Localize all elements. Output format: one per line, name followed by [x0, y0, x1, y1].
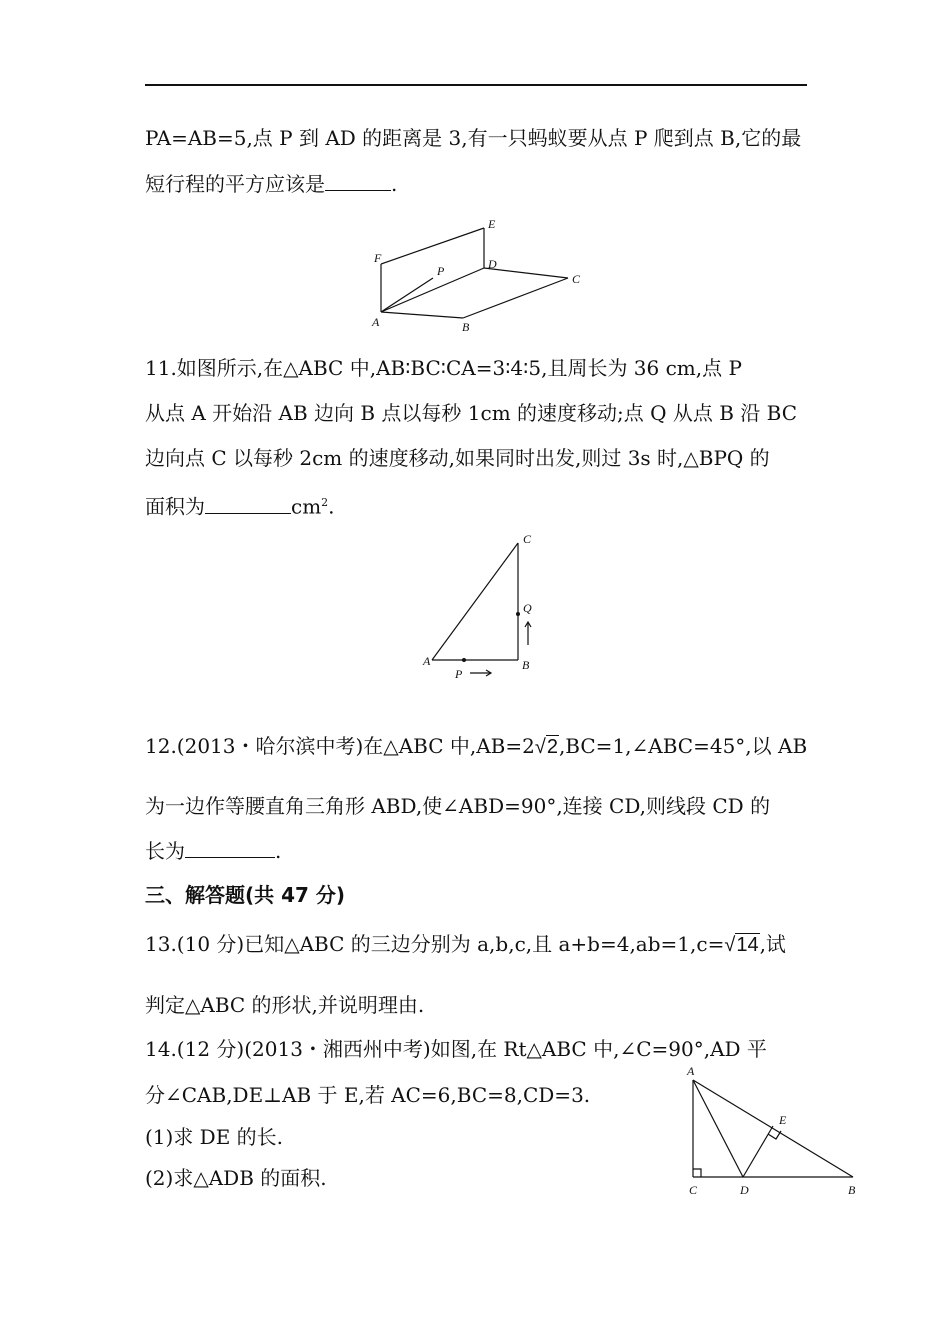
- q14-figure: [680, 1060, 865, 1200]
- sqrt-14: √14: [724, 934, 759, 956]
- q12-line-3: [145, 838, 281, 864]
- q11-line-4: [145, 490, 335, 520]
- q13-line-2: 判定△ABC 的形状,并说明理由.: [145, 993, 425, 1017]
- q11-line-2: 从点 A 开始沿 AB 边向 B 点以每秒 1cm 的速度移动;点 Q 从点 B 沿 BC: [145, 401, 798, 425]
- section-heading: 三、解答题(共 47 分): [145, 883, 346, 907]
- label-b: B: [462, 320, 470, 334]
- label-d: D: [488, 257, 497, 271]
- q11-figure: [420, 530, 550, 680]
- q13-text-a: 13.(10 分)已知△ABC 的三边分别为 a,b,c,且 a+b=4,ab=1,c=: [145, 932, 725, 956]
- label-d: D: [740, 1183, 749, 1197]
- q13-line-1: [145, 931, 786, 958]
- q10-prompt: 短行程的平方应该是: [145, 172, 325, 196]
- q14-part-2: (2)求△ADB 的面积.: [145, 1166, 327, 1190]
- q14-line-2: 分∠CAB,DE⊥AB 于 E,若 AC=6,BC=8,CD=3.: [145, 1083, 591, 1107]
- label-c: C: [689, 1183, 698, 1197]
- segment-ap: [381, 278, 433, 312]
- sqrt-2: √2: [534, 736, 558, 758]
- q12-line-1: [145, 733, 807, 760]
- q11-line-1: 11.如图所示,在△ABC 中,AB∶BC∶CA=3∶4∶5,且周长为 36 cm,点 P: [145, 356, 742, 380]
- q10-line-2: [145, 171, 397, 197]
- edge-ad: [381, 268, 484, 312]
- label-c: C: [523, 532, 532, 546]
- q12-period: .: [275, 839, 282, 863]
- q11-prompt: 面积为: [145, 494, 205, 519]
- label-e: E: [779, 1113, 787, 1127]
- label-p: P: [437, 264, 445, 278]
- answer-blank-q12[interactable]: [185, 839, 275, 858]
- q10-period: .: [391, 172, 398, 196]
- q14-line-1: 14.(12 分)(2013・湘西州中考)如图,在 Rt△ABC 中,∠C=90°,AD 平: [145, 1037, 767, 1061]
- point-p: [462, 658, 466, 662]
- answer-blank-q11[interactable]: [205, 495, 291, 514]
- label-a: A: [372, 315, 380, 329]
- right-angle-c: [693, 1169, 701, 1177]
- answer-blank-q10[interactable]: [325, 172, 391, 191]
- label-e: E: [488, 217, 496, 231]
- q11-line-3: 边向点 C 以每秒 2cm 的速度移动,如果同时出发,则过 3s 时,△BPQ 的: [145, 446, 770, 470]
- edge-fe: [381, 228, 484, 264]
- label-a: A: [423, 654, 431, 668]
- q12-prompt: 长为: [145, 839, 185, 863]
- side-ca: [432, 543, 518, 660]
- q10-figure: [360, 215, 600, 340]
- label-q: Q: [523, 601, 532, 615]
- q12-text-a: 12.(2013・哈尔滨中考)在△ABC 中,AB=2: [145, 734, 535, 758]
- label-b: B: [848, 1183, 856, 1197]
- sqrt-14-radicand: 14: [736, 934, 759, 956]
- q12-text-b: ,BC=1,∠ABC=45°,以 AB: [558, 734, 808, 758]
- point-q: [516, 612, 520, 616]
- label-b: B: [522, 658, 530, 672]
- edge-bc: [463, 278, 568, 318]
- label-a: A: [687, 1064, 695, 1078]
- label-f: F: [374, 251, 382, 265]
- side-ab: [693, 1080, 853, 1177]
- q11-unit-exponent: 2: [321, 496, 329, 509]
- q11-unit: cm: [291, 494, 322, 519]
- q13-text-b: ,试: [759, 932, 786, 956]
- q14-part-1: (1)求 DE 的长.: [145, 1125, 284, 1149]
- q12-line-2: 为一边作等腰直角三角形 ABD,使∠ABD=90°,连接 CD,则线段 CD 的: [145, 794, 771, 818]
- label-c: C: [572, 272, 581, 286]
- edge-ab: [381, 312, 463, 318]
- label-p: P: [455, 667, 463, 681]
- q11-period: .: [328, 494, 335, 519]
- header-rule: [145, 84, 807, 86]
- q10-line-1: PA=AB=5,点 P 到 AD 的距离是 3,有一只蚂蚁要从点 P 爬到点 B,它的最: [145, 126, 802, 150]
- sqrt-2-radicand: 2: [546, 736, 558, 758]
